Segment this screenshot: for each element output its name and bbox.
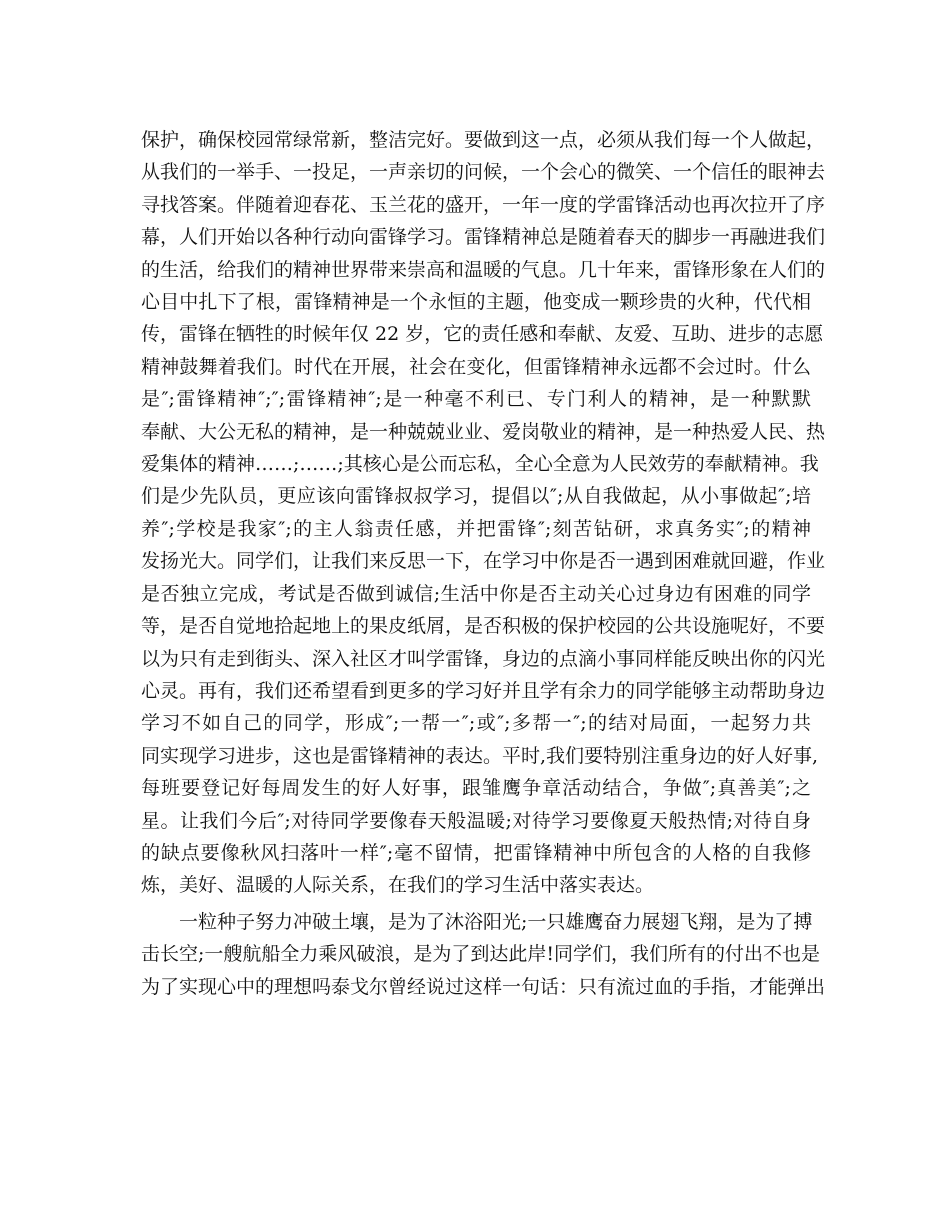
- text-line: 等，是否自觉地拾起地上的果皮纸屑，是否积极的保护校园的公共设施呢好，不要: [141, 615, 826, 638]
- text-line: 一粒种子努力冲破土壤，是为了沐浴阳光;一只雄鹰奋力展翅飞翔，是为了搏: [179, 910, 813, 933]
- text-line: 幕，人们开始以各种行动向雷锋学习。雷锋精神总是随着春天的脚步一再融进我们: [141, 226, 826, 249]
- body-text: [141, 124, 826, 1003]
- text-line: 同实现学习进步，这也是雷锋精神的表达。平时,我们要特别注重身边的好人好事,: [141, 744, 819, 767]
- text-line: 炼，美好、温暖的人际关系，在我们的学习生活中落实表达。: [141, 874, 655, 897]
- text-line: 星。让我们今后″;对待同学要像春天般温暖;对待学习要像夏天般热情;对待自身: [141, 809, 811, 832]
- text-line: 学习不如自己的同学，形成″;一帮一″;或″;多帮一″;的结对局面，一起努力共: [141, 712, 811, 735]
- paragraph: [141, 124, 826, 902]
- text-line: 爱集体的精神……;……;其核心是公而忘私，全心全意为人民效劳的奉献精神。我: [141, 453, 819, 476]
- text-line: 心灵。再有，我们还希望看到更多的学习好并且学有余力的同学能够主动帮助身边: [141, 679, 826, 702]
- text-line: 们是少先队员，更应该向雷锋叔叔学习，提倡以″;从自我做起，从小事做起″;培: [141, 485, 811, 508]
- text-line: 为了实现心中的理想吗泰戈尔曾经说过这样一句话：只有流过血的手指，才能弹出: [141, 975, 826, 998]
- text-line: 寻找答案。伴随着迎春花、玉兰花的盛开，一年一度的学雷锋活动也再次拉开了序: [141, 193, 826, 216]
- text-line: 精神鼓舞着我们。时代在开展，社会在变化，但雷锋精神永远都不会过时。什么: [141, 355, 811, 378]
- text-line: 击长空;一艘航船全力乘风破浪，是为了到达此岸!同学们，我们所有的付出不也是: [141, 943, 821, 966]
- text-line: 是否独立完成，考试是否做到诚信;生活中你是否主动关心过身边有困难的同学: [141, 582, 811, 605]
- text-line: 是″;雷锋精神″;″;雷锋精神″;是一种毫不利已、专门利人的精神，是一种默默: [141, 388, 811, 411]
- text-line: 的缺点要像秋风扫落叶一样″;毫不留情，把雷锋精神中所包含的人格的自我修: [141, 841, 811, 864]
- text-line: 传，雷锋在牺牲的时候年仅 22 岁，它的责任感和奉献、友爱、互助、进步的志愿: [141, 323, 824, 346]
- text-line: 以为只有走到街头、深入社区才叫学雷锋，身边的点滴小事同样能反映出你的闪光: [141, 647, 826, 670]
- text-line: 养″;学校是我家″;的主人翁责任感，并把雷锋″;刻苦钻研，求真务实″;的精神: [141, 517, 811, 540]
- text-line: 发扬光大。同学们，让我们来反思一下，在学习中你是否一遇到困难就回避，作业: [141, 550, 826, 573]
- text-line: 奉献、大公无私的精神，是一种兢兢业业、爱岗敬业的精神，是一种热爱人民、热: [141, 420, 826, 443]
- text-line: 的生活，给我们的精神世界带来崇高和温暖的气息。几十年来，雷锋形象在人们的: [141, 258, 826, 281]
- text-line: 从我们的一举手、一投足，一声亲切的问候，一个会心的微笑、一个信任的眼神去: [141, 161, 826, 184]
- text-line: 每班要登记好每周发生的好人好事，跟雏鹰争章活动结合，争做″;真善美″;之: [141, 777, 811, 800]
- paragraph: [141, 906, 826, 1003]
- text-line: 心目中扎下了根，雷锋精神是一个永恒的主题，他变成一颗珍贵的火种，代代相: [141, 291, 811, 314]
- text-line: 保护，确保校园常绿常新，整洁完好。要做到这一点，必须从我们每一个人做起，: [141, 129, 826, 151]
